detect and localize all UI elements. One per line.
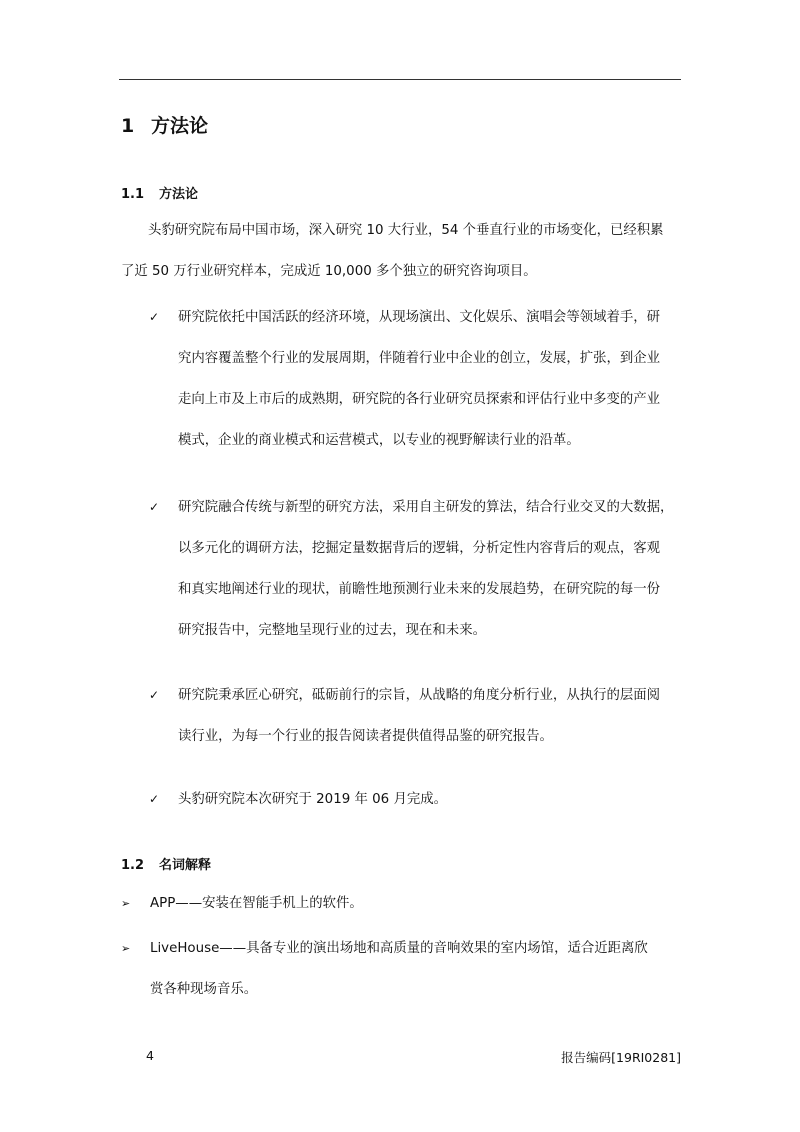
chapter-heading <box>121 111 208 138</box>
term-line: LiveHouse——具备专业的演出场地和高质量的音响效果的室内场馆，适合近距离欣 <box>150 941 648 956</box>
header-rule <box>119 79 681 80</box>
bullet-line: 研究院融合传统与新型的研究方法，采用自主研发的算法，结合行业交叉的大数据， <box>178 500 674 515</box>
term-line: APP——安装在智能手机上的软件。 <box>150 896 363 911</box>
check-icon: ✓ <box>149 688 160 702</box>
section-heading-1-2 <box>121 854 211 873</box>
chapter-number: 1 <box>121 115 135 137</box>
section-title: 名词解释 <box>159 858 212 873</box>
bullet-line: 研究报告中，完整地呈现行业的过去，现在和未来。 <box>178 623 486 638</box>
bullet-line: 头豹研究院本次研究于 2019 年 06 月完成。 <box>178 792 448 807</box>
bullet-line: 和真实地阐述行业的现状，前瞻性地预测行业未来的发展趋势，在研究院的每一份 <box>178 582 661 597</box>
term-line: 赏各种现场音乐。 <box>150 982 258 997</box>
check-icon: ✓ <box>149 500 160 514</box>
section-number: 1.1 <box>121 187 145 202</box>
arrow-bullet-icon: ➢ <box>121 942 131 955</box>
check-icon: ✓ <box>149 310 160 324</box>
bullet-line: 研究院秉承匠心研究，砥砺前行的宗旨，从战略的角度分析行业，从执行的层面阅 <box>178 688 661 703</box>
bullet-line: 究内容覆盖整个行业的发展周期，伴随着行业中企业的创立，发展，扩张，到企业 <box>178 351 661 366</box>
intro-line-2: 了近 50 万行业研究样本，完成近 10,000 多个独立的研究咨询项目。 <box>121 264 537 279</box>
chapter-title: 方法论 <box>151 115 209 137</box>
section-number: 1.2 <box>121 858 145 873</box>
bullet-line: 读行业，为每一个行业的报告阅读者提供值得品鉴的研究报告。 <box>178 729 553 744</box>
intro-paragraph <box>121 210 687 292</box>
page-number: 4 <box>146 1048 154 1063</box>
section-heading-1-1 <box>121 183 198 202</box>
report-code: 报告编码[19RI0281] <box>561 1050 681 1065</box>
bullet-line: 模式，企业的商业模式和运营模式，以专业的视野解读行业的沿革。 <box>178 433 580 448</box>
intro-line-1: 头豹研究院布局中国市场，深入研究 10 大行业，54 个垂直行业的市场变化，已经积累 <box>148 223 664 238</box>
bullet-line: 以多元化的调研方法，挖掘定量数据背后的逻辑，分析定性内容背后的观点，客观 <box>178 541 661 556</box>
check-icon: ✓ <box>149 792 160 806</box>
arrow-bullet-icon: ➢ <box>121 897 131 910</box>
bullet-line: 研究院依托中国活跃的经济环境，从现场演出、文化娱乐、演唱会等领域着手，研 <box>178 310 661 325</box>
bullet-line: 走向上市及上市后的成熟期，研究院的各行业研究员探索和评估行业中多变的产业 <box>178 392 661 407</box>
section-title: 方法论 <box>159 187 199 202</box>
